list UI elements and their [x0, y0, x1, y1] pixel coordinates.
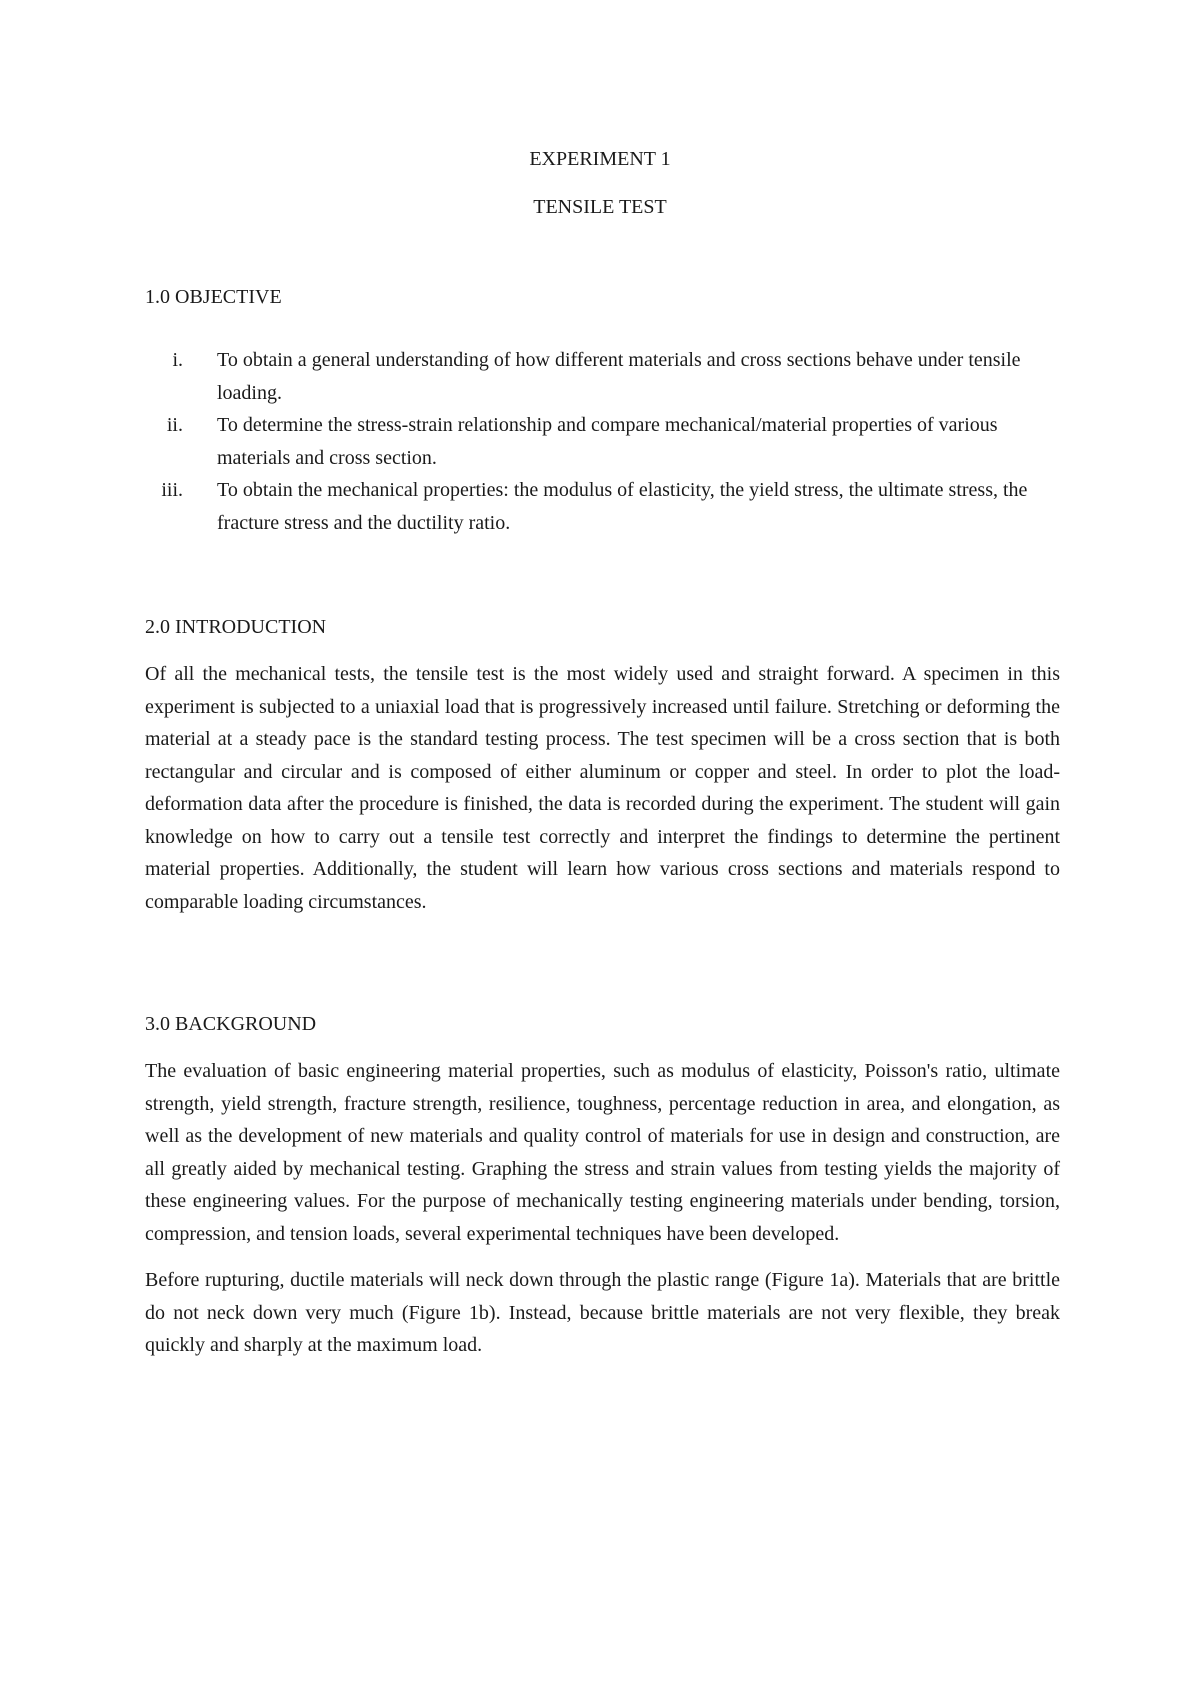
objective-number: ii. — [166, 414, 183, 436]
section-heading-introduction: 2.0 INTRODUCTION — [145, 616, 327, 638]
objective-text: To determine the stress-strain relationship and compare mechanical/material properties of various materials and cross section. — [217, 414, 998, 469]
background-paragraph: The evaluation of basic engineering material properties, such as modulus of elasticity, Poisson's ratio, ultimate strength, yield strength, fracture strength, resilience, toughness, percentage reduction in area, and elongation, as well as the development of new materials and quality control of materials for use in design and construction, are all greatly aided by mechanical testing. Graphing the stress and strain values from testing yields the majority of these engineering values. For the purpose of mechanically testing engineering materials under bending, torsion, compression, and tension loads, several experimental techniques have been developed. — [145, 1060, 1060, 1245]
section-heading-objective: 1.0 OBJECTIVE — [145, 286, 282, 308]
introduction-body — [145, 658, 1060, 918]
objective-text: To obtain a general understanding of how different materials and cross sections behave under tensile loading. — [217, 349, 1021, 404]
objective-text: To obtain the mechanical properties: the modulus of elasticity, the yield stress, the ultimate stress, the fracture stress and the ductility ratio. — [217, 479, 1028, 534]
objective-list — [145, 344, 1065, 539]
background-paragraph: Before rupturing, ductile materials will neck down through the plastic range (Figure 1a). Materials that are brittle do not neck down very much (Figure 1b). Instead, because brittle materials are not very flexible, they break quickly and sharply at the maximum load. — [145, 1269, 1060, 1356]
objective-number: i. — [172, 349, 183, 371]
document-subtitle: TENSILE TEST — [533, 196, 667, 218]
document-title: EXPERIMENT 1 — [529, 148, 671, 170]
introduction-paragraph: Of all the mechanical tests, the tensile test is the most widely used and straight forward. A specimen in this experiment is subjected to a uniaxial load that is progressively increased until failure. Stretching or deforming the material at a steady pace is the standard testing process. The test specimen will be a cross section that is both rectangular and circular and is composed of either aluminum or copper and steel. In order to plot the load-deformation data after the procedure is finished, the data is recorded during the experiment. The student will gain knowledge on how to carry out a tensile test correctly and interpret the findings to determine the pertinent material properties. Additionally, the student will learn how various cross sections and materials respond to comparable loading circumstances. — [145, 663, 1060, 913]
section-heading-background: 3.0 BACKGROUND — [145, 1013, 317, 1035]
objective-item — [145, 344, 1065, 409]
objective-item — [145, 474, 1065, 539]
background-body — [145, 1055, 1060, 1362]
objective-number: iii. — [161, 479, 183, 501]
objective-item — [145, 409, 1065, 474]
